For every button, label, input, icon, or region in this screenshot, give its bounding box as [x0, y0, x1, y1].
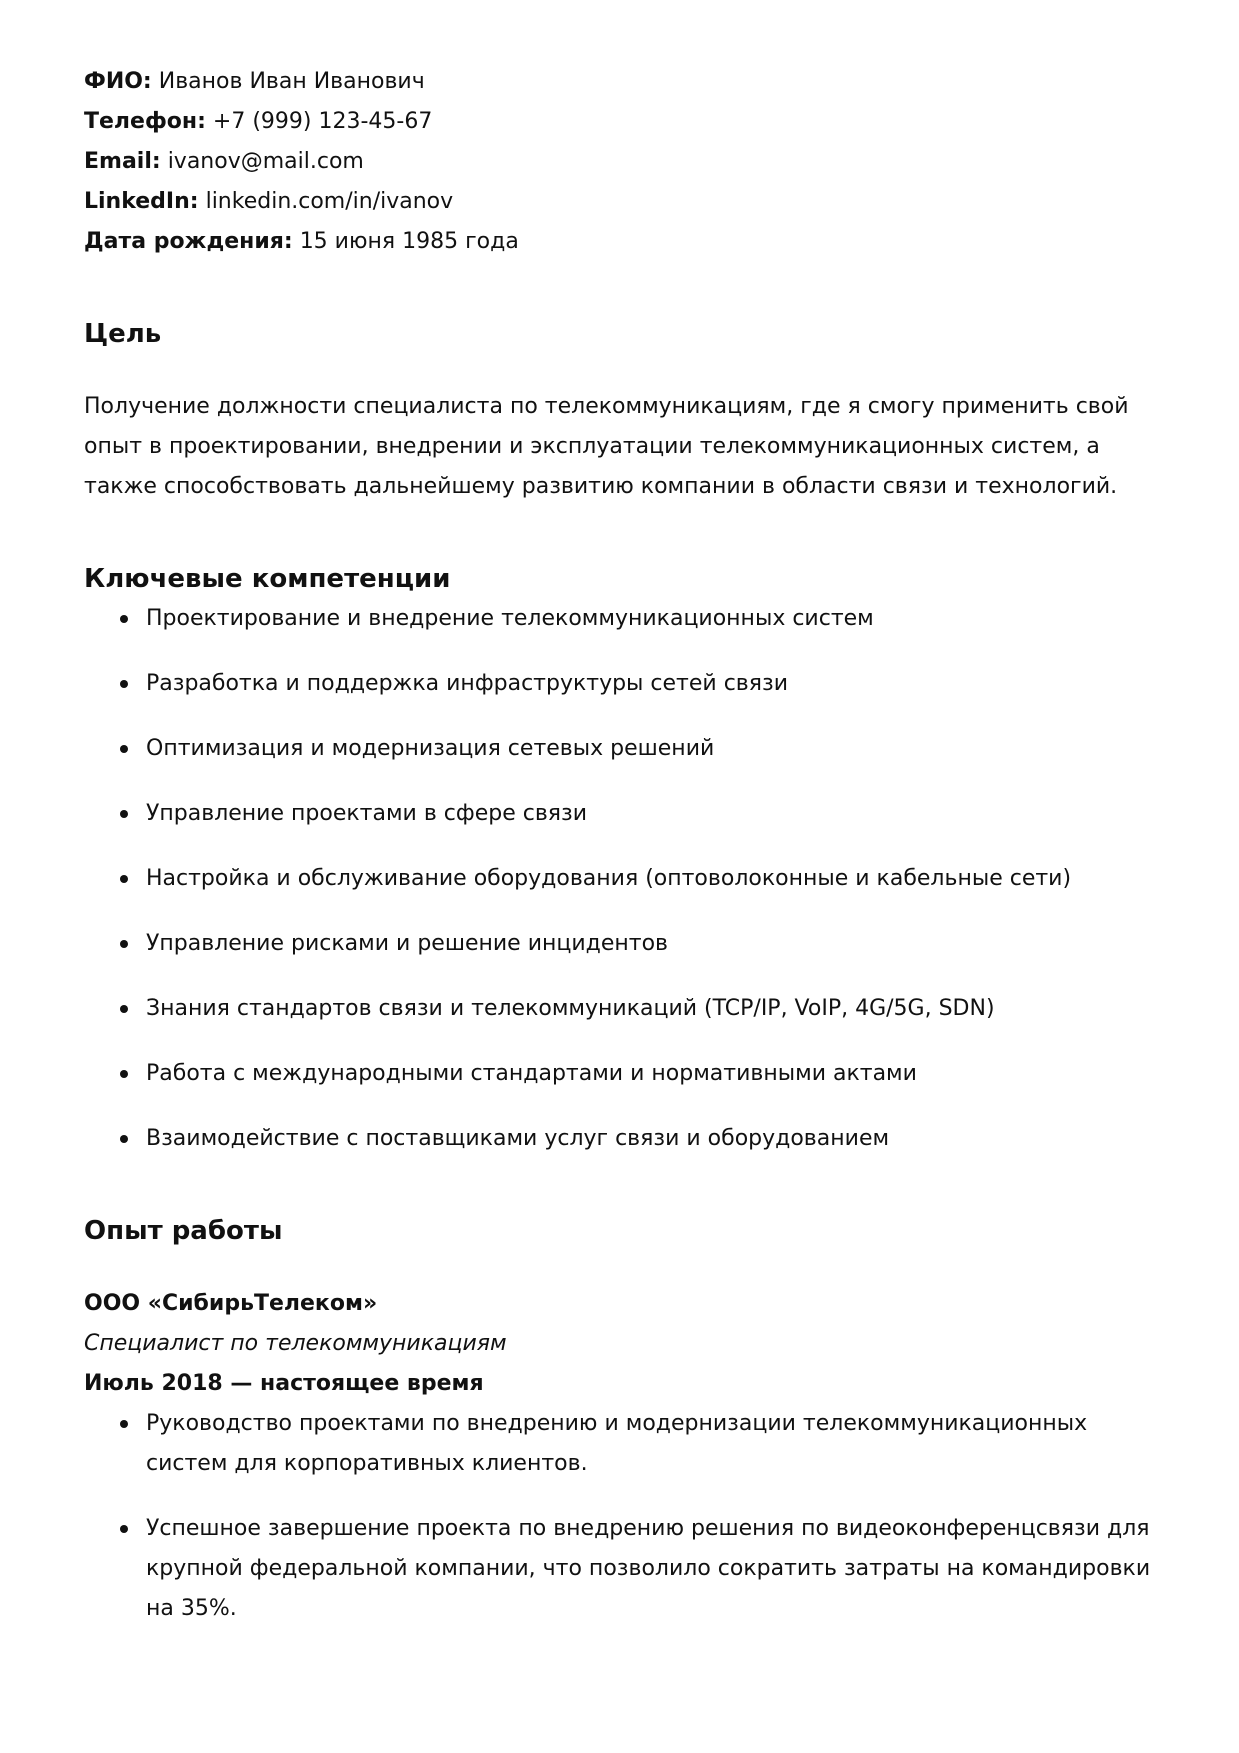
contact-birthdate	[84, 222, 1174, 262]
contact-label: LinkedIn:	[84, 189, 199, 214]
skill-item: Разработка и поддержка инфраструктуры сетей связи	[84, 664, 1174, 704]
skill-item: Знания стандартов связи и телекоммуникаций (TCP/IP, VoIP, 4G/5G, SDN)	[84, 989, 1174, 1029]
contact-value: 15 июня 1985 года	[299, 229, 519, 254]
job-period: Июль 2018 — настоящее время	[84, 1371, 484, 1396]
goal-text: Получение должности специалиста по телекоммуникациям, где я смогу применить свой опыт в проектировании, внедрении и эксплуатации телекоммуникационных систем, а также способствовать дальнейшему развитию компании в области связи и технологий.	[84, 394, 1129, 499]
contact-label: Телефон:	[84, 109, 206, 134]
resume-page	[84, 0, 1174, 1654]
skills-list	[84, 599, 1174, 1159]
skill-item: Проектирование и внедрение телекоммуникационных систем	[84, 599, 1174, 639]
job-entry	[84, 1284, 1174, 1629]
job-achievements	[84, 1404, 1174, 1629]
contact-email	[84, 142, 1174, 182]
skill-item: Настройка и обслуживание оборудования (оптоволоконные и кабельные сети)	[84, 859, 1174, 899]
skill-item: Управление проектами в сфере связи	[84, 794, 1174, 834]
skill-item: Оптимизация и модернизация сетевых решений	[84, 729, 1174, 769]
job-role: Специалист по телекоммуникациям	[84, 1331, 507, 1356]
skill-item: Взаимодействие с поставщиками услуг связи и оборудованием	[84, 1119, 1174, 1159]
contact-label: ФИО:	[84, 69, 152, 94]
contact-name	[84, 62, 1174, 102]
contact-label: Email:	[84, 149, 161, 174]
contact-label: Дата рождения:	[84, 229, 293, 254]
contact-value: +7 (999) 123-45-67	[212, 109, 433, 134]
job-achievement-item: Руководство проектами по внедрению и модернизации телекоммуникационных систем для корпоративных клиентов.	[84, 1404, 1166, 1484]
skill-item: Работа с международными стандартами и нормативными актами	[84, 1054, 1174, 1094]
contact-value: linkedin.com/in/ivanov	[205, 189, 454, 214]
experience-heading: Опыт работы	[84, 1216, 283, 1246]
job-company: ООО «СибирьТелеком»	[84, 1291, 378, 1316]
contact-value: Иванов Иван Иванович	[158, 69, 425, 94]
contact-block	[84, 0, 1174, 262]
skill-item: Управление рисками и решение инцидентов	[84, 924, 1174, 964]
job-achievement-item: Успешное завершение проекта по внедрению решения по видеоконференцсвязи для крупной федеральной компании, что позволило сократить затраты на командировки на 35%.	[84, 1509, 1166, 1629]
contact-phone	[84, 102, 1174, 142]
goal-heading: Цель	[84, 319, 162, 349]
contact-linkedin	[84, 182, 1174, 222]
skills-heading: Ключевые компетенции	[84, 564, 451, 594]
contact-value: ivanov@mail.com	[167, 149, 364, 174]
